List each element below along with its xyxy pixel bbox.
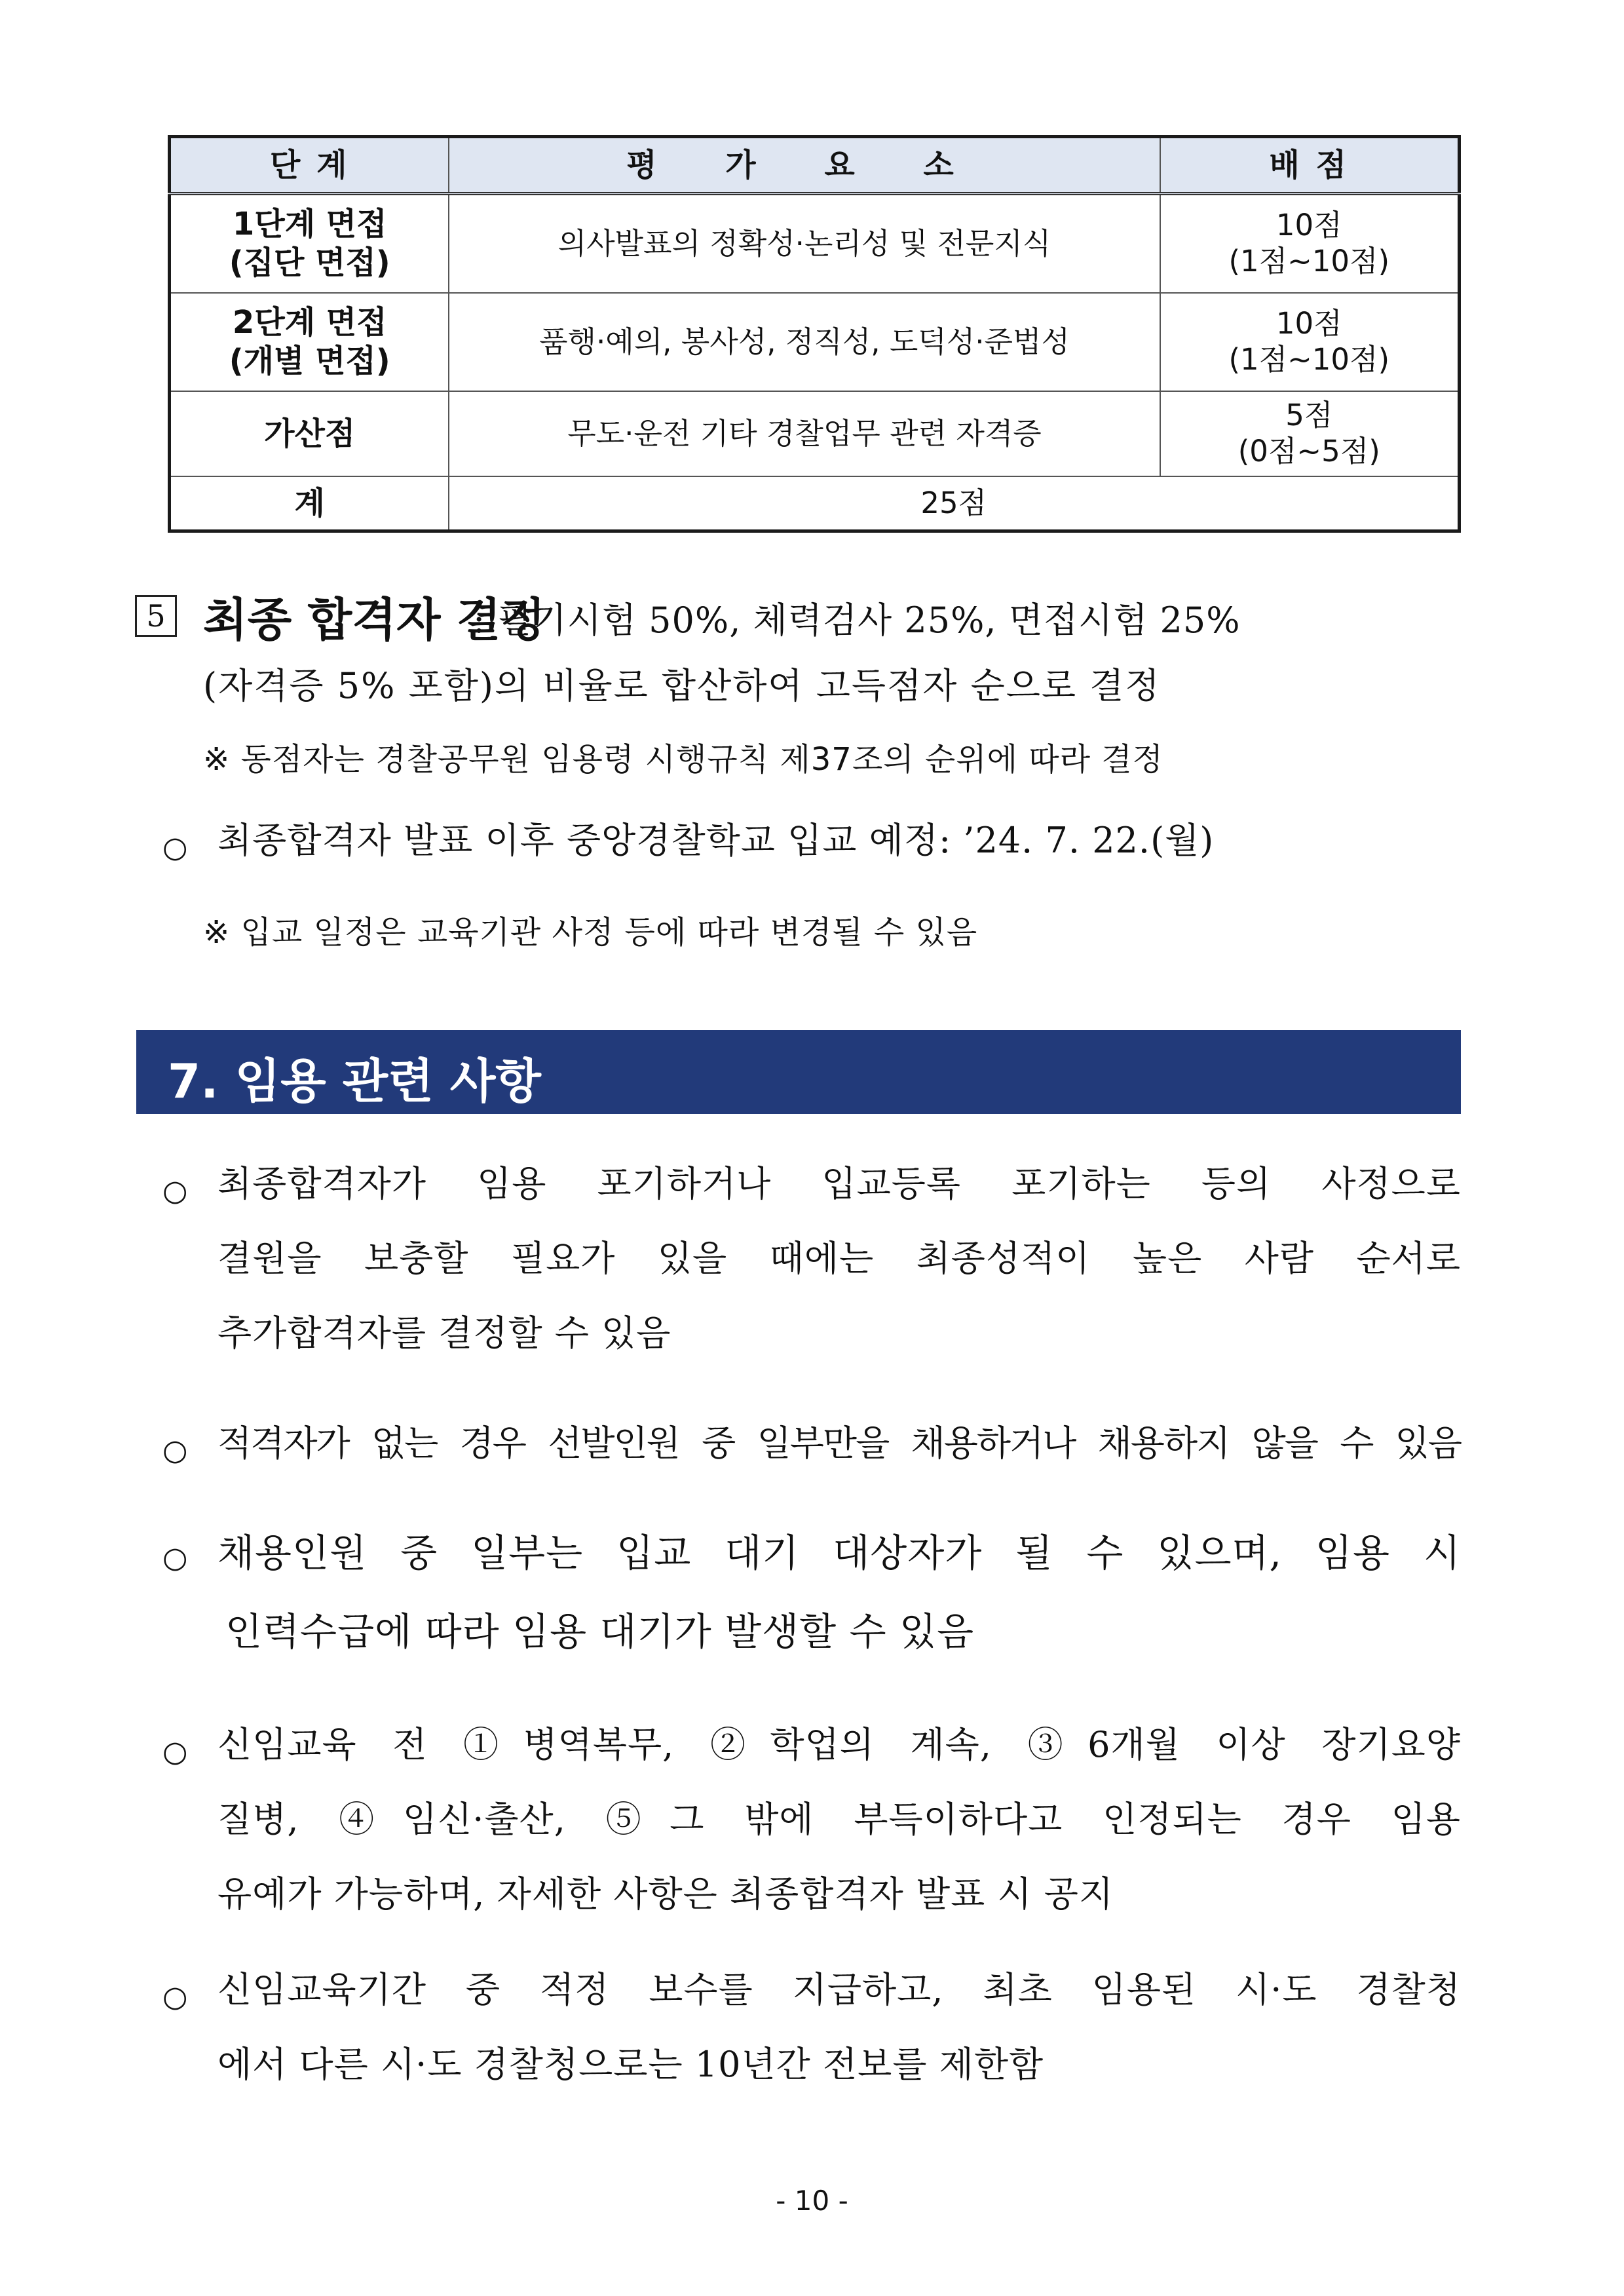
bullet-circle-icon: ○ — [162, 831, 188, 864]
total-label: 계 — [170, 476, 449, 531]
bullet-line: 최종합격자가 임용 포기하거나 입교등록 포기하는 등의 사정으로 — [217, 1163, 1461, 1204]
score-line: 5점 — [1285, 398, 1333, 433]
bullet-line: 적격자가 없는 경우 선발인원 중 일부만을 채용하거나 채용하지 않을 수 있음 — [217, 1423, 1461, 1464]
bullet-circle-icon: ○ — [162, 1541, 188, 1575]
table-row — [170, 194, 1460, 294]
table-row — [170, 293, 1460, 391]
bullet-circle-icon: ○ — [162, 1980, 188, 2014]
bullet-text — [217, 1708, 1461, 1932]
bullet-line: 질병, ④임신·출산, ⑤그 밖에 부득이하다고 인정되는 경우 임용 — [217, 1799, 1461, 1840]
bullet-circle-icon: ○ — [162, 1174, 188, 1208]
bullet-line: 신임교육기간 중 적정 보수를 지급하고, 최초 임용된 시·도 경찰청 — [217, 1969, 1461, 2010]
stage-line: 1단계 면접 — [232, 206, 387, 243]
score-cell — [1160, 391, 1460, 476]
stage-line: (집단 면접) — [229, 244, 390, 281]
score-range: (0점~5점) — [1237, 434, 1380, 469]
bullet-line: 에서 다른 시·도 경찰청으로는 10년간 전보를 제한함 — [217, 2044, 1044, 2085]
element-cell: 무도·운전 기타 경찰업무 관련 자격증 — [449, 391, 1160, 476]
bullet-line: 결원을 보충할 필요가 있을 때에는 최종성적이 높은 사람 순서로 — [217, 1238, 1461, 1279]
bullet-circle-icon: ○ — [162, 1434, 188, 1467]
stage-line: (개별 면접) — [229, 343, 390, 379]
header-score: 배 점 — [1160, 137, 1460, 194]
header-stage: 단 계 — [170, 137, 449, 194]
table-header-row — [170, 137, 1460, 194]
score-range: (1점~10점) — [1228, 342, 1390, 377]
section-body-line2: (자격증 5% 포함)의 비율로 합산하여 고득점자 순으로 결정 — [203, 665, 1161, 706]
page-number: - 10 - — [776, 2185, 848, 2217]
bullet-circle-icon: ○ — [162, 1735, 188, 1769]
bullet-text — [217, 1147, 1461, 1371]
bullet-line: 유예가 가능하며, 자세한 사항은 최종합격자 발표 시 공지 — [217, 1873, 1114, 1915]
note-schedule: ※ 입교 일정은 교육기관 사정 등에 따라 변경될 수 있음 — [203, 914, 978, 951]
bullet-text — [217, 1406, 1461, 1481]
element-cell: 품행·예의, 봉사성, 정직성, 도덕성·준법성 — [449, 293, 1160, 391]
table-total-row — [170, 476, 1460, 531]
header-element: 평 가 요 소 — [449, 137, 1160, 194]
bullet-line: 인력수급에 따라 임용 대기가 발생할 수 있음 — [225, 1609, 975, 1654]
note-tie-rule: ※ 동점자는 경찰공무원 임용령 시행규칙 제37조의 순위에 따라 결정 — [203, 741, 1163, 778]
score-line: 10점 — [1275, 306, 1342, 341]
stage-cell: 가산점 — [170, 391, 449, 476]
stage-cell — [170, 293, 449, 391]
bullet-line: 채용인원 중 일부는 입교 대기 대상자가 될 수 있으며, 임용 시 — [217, 1531, 1461, 1575]
bullet-line: 추가합격자를 결정할 수 있음 — [217, 1312, 671, 1354]
section-number-box: 5 — [135, 595, 177, 637]
score-range: (1점~10점) — [1228, 244, 1390, 278]
bullet-text — [217, 803, 1461, 878]
section-title: 7. 임용 관련 사항 — [168, 1054, 541, 1109]
section-body-line1: : 필기시험 50%, 체력검사 25%, 면접시험 25% — [473, 600, 1241, 641]
bullet-line: 신임교육 전 ①병역복무, ②학업의 계속, ③6개월 이상 장기요양 — [217, 1724, 1461, 1765]
section-title: 최종 합격자 결정 — [203, 593, 546, 647]
bullet-text — [217, 1514, 1461, 1671]
stage-cell — [170, 194, 449, 294]
total-value: 25점 — [449, 476, 1459, 531]
bullet-text — [217, 1953, 1461, 2102]
bullet-line: 최종합격자 발표 이후 중앙경찰학교 입교 예정: ’24. 7. 22.(월) — [217, 820, 1215, 861]
element-cell: 의사발표의 정확성·논리성 및 전문지식 — [449, 194, 1160, 294]
score-cell — [1160, 293, 1460, 391]
evaluation-table — [168, 135, 1461, 533]
score-line: 10점 — [1275, 208, 1342, 243]
section-header-bar — [136, 1030, 1461, 1114]
stage-line: 2단계 면접 — [232, 304, 387, 341]
table-row — [170, 391, 1460, 476]
score-cell — [1160, 194, 1460, 294]
